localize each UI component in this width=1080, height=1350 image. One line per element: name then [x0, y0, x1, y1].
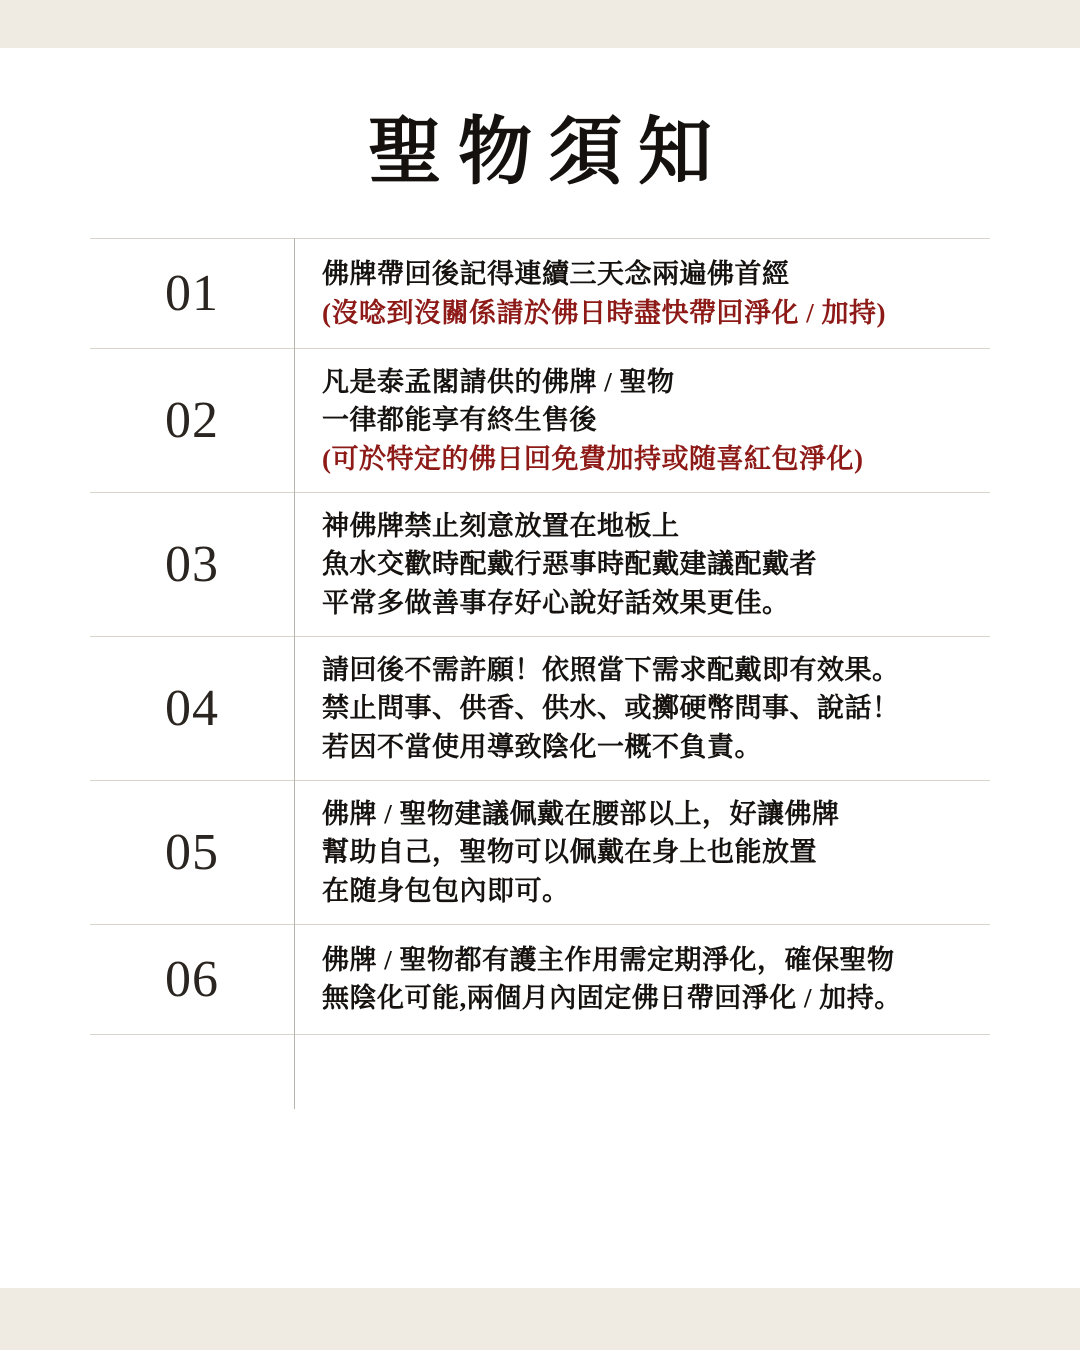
content-sheet: [0, 48, 1080, 1288]
item-line-accent: (可於特定的佛日回免費加持或随喜紅包淨化): [322, 443, 864, 474]
item-line: 佛牌 / 聖物建議佩戴在腰部以上，好讓佛牌: [322, 798, 840, 829]
item-line: 幫助自己，聖物可以佩戴在身上也能放置: [322, 837, 817, 868]
item-line: 平常多做善事存好心說好話效果更佳。: [322, 587, 790, 618]
item-line: 一律都能享有終生售後: [322, 405, 597, 436]
item-body: [294, 795, 990, 910]
item-body: [294, 363, 990, 478]
item-number: 06: [165, 950, 219, 1008]
list-end-rule: [90, 1034, 990, 1109]
item-line: 佛牌 / 聖物都有護主作用需定期淨化，確保聖物: [322, 945, 895, 976]
bottom-margin-band: [0, 1288, 1080, 1350]
list-item: [90, 348, 990, 492]
item-body: [294, 507, 990, 622]
item-number: 03: [165, 535, 219, 593]
item-line: 無陰化可能,兩個月內固定佛日帶回淨化 / 加持。: [322, 983, 902, 1014]
notice-list: [90, 238, 990, 1109]
item-line: 凡是泰孟閣請供的佛牌 / 聖物: [322, 367, 675, 397]
list-item: [90, 238, 990, 348]
item-line: 魚水交歡時配戴行惡事時配戴建議配戴者: [322, 549, 817, 580]
list-item: [90, 924, 990, 1034]
item-line: 神佛牌禁止刻意放置在地板上: [322, 510, 680, 541]
item-line: 若因不當使用導致陰化一概不負責。: [322, 731, 762, 762]
item-number: 05: [165, 823, 219, 881]
item-line-accent: (沒唸到沒關係請於佛日時盡快帶回淨化 / 加持): [322, 297, 886, 328]
item-line: 佛牌帶回後記得連續三天念兩遍佛首經: [322, 259, 790, 290]
top-margin-band: [0, 0, 1080, 48]
item-body: [294, 255, 990, 332]
item-body: [294, 651, 990, 766]
list-item: [90, 636, 990, 780]
item-number: 01: [165, 265, 219, 322]
list-item: [90, 492, 990, 636]
item-number: 02: [165, 391, 219, 449]
vertical-divider: [294, 238, 295, 1109]
list-item: [90, 780, 990, 924]
page-title: 聖物須知: [368, 112, 728, 194]
item-line: 禁止問事、供香、供水、或擲硬幣問事、說話！: [322, 693, 900, 724]
item-body: [294, 941, 990, 1018]
item-line: 在随身包包內即可。: [322, 875, 570, 906]
item-line: 請回後不需許願！依照當下需求配戴即有效果。: [322, 654, 900, 685]
item-number: 04: [165, 679, 219, 737]
